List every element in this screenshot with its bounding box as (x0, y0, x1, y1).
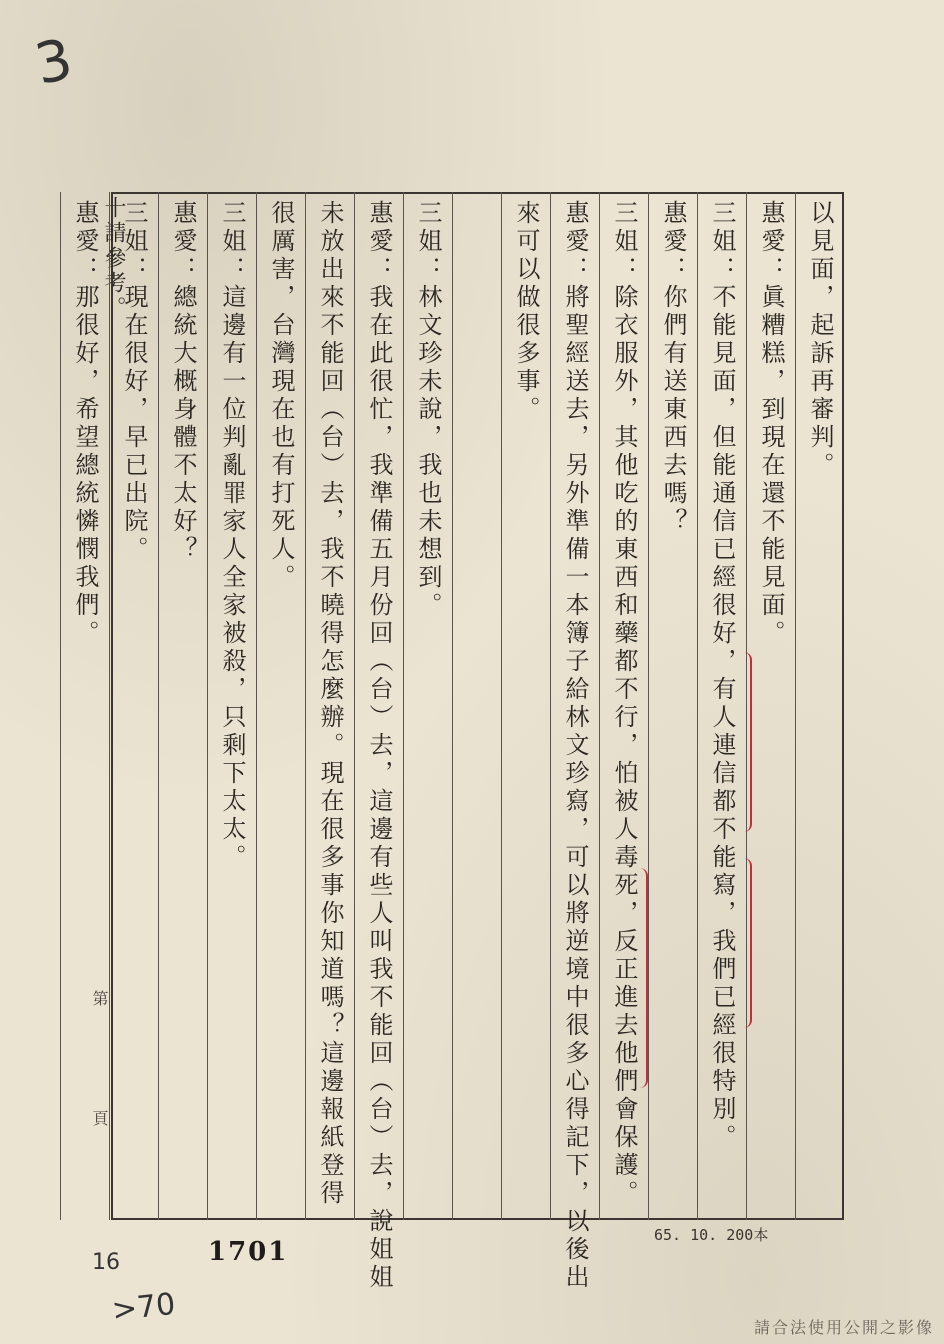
text-column (501, 192, 550, 1220)
column-text: 惠愛：總統大概身體不太好？ (169, 200, 197, 564)
handwritten-bottom-mark: >70 (110, 1286, 177, 1329)
text-column (158, 192, 207, 1220)
red-underline-mark (744, 858, 752, 1028)
text-column (305, 192, 354, 1220)
text-column (697, 192, 746, 1220)
text-column (354, 192, 403, 1292)
column-text: 惠愛：我在此很忙，我準備五月份回（台）去，這邊有些人叫我不能回（台）去，說姐姐 (365, 200, 393, 1292)
text-column (452, 192, 501, 1220)
column-text: 惠愛：將聖經送去，另外準備一本簿子給林文珍寫，可以將逆境中很多心得記下，以後出 (561, 200, 589, 1292)
text-column (207, 192, 256, 1220)
text-column (746, 192, 795, 1220)
text-column (256, 192, 305, 1220)
page-label-bottom: 頁 (90, 1110, 109, 1126)
red-underline-mark (744, 652, 752, 832)
column-text: 以見面，起訴再審判。 (806, 200, 834, 480)
document-number: 1701 (208, 1237, 289, 1267)
usage-watermark: 請合法使用公開之影像 (753, 1318, 934, 1337)
red-underline-mark (640, 868, 648, 1088)
handwritten-small-mark: 16 (92, 1250, 120, 1275)
head-note: 十請參考。 (101, 196, 126, 321)
text-column (648, 192, 697, 1220)
print-info: 65. 10. 200本 (654, 1226, 769, 1244)
column-text: 惠愛：眞糟糕，到現在還不能見面。 (757, 200, 785, 648)
column-text: 來可以做很多事。 (512, 200, 540, 424)
text-column (60, 192, 109, 1220)
column-text: 惠愛：那很好，希望總統憐憫我們。 (71, 200, 99, 648)
column-text: 三姐：不能見面，但能通信已經很好，有人連信都不能寫，我們已經很特別。 (708, 200, 736, 1152)
column-text: 未放出來不能回（台）去，我不曉得怎麼辦。現在很多事你知道嗎？這邊報紙登得 (316, 200, 344, 1208)
handwritten-page-mark: 3 (29, 27, 79, 98)
column-text: 三姐：除衣服外，其他吃的東西和藥都不行，怕被人毒死，反正進去他們會保護。 (610, 200, 638, 1208)
text-column (795, 192, 844, 1220)
text-column (550, 192, 599, 1292)
column-text: 三姐：這邊有一位判亂罪家人全家被殺，只剩下太太。 (218, 200, 246, 872)
text-column (109, 192, 158, 1220)
text-column (403, 192, 452, 1220)
page-label-top: 第 (90, 990, 109, 1006)
column-text: 三姐：現在很好，早已出院。 (120, 200, 148, 564)
column-text: 三姐：林文珍未說，我也未想到。 (414, 200, 442, 620)
column-text: 很厲害，台灣現在也有打死人。 (267, 200, 295, 592)
column-text: 惠愛：你們有送東西去嗎？ (659, 200, 687, 536)
